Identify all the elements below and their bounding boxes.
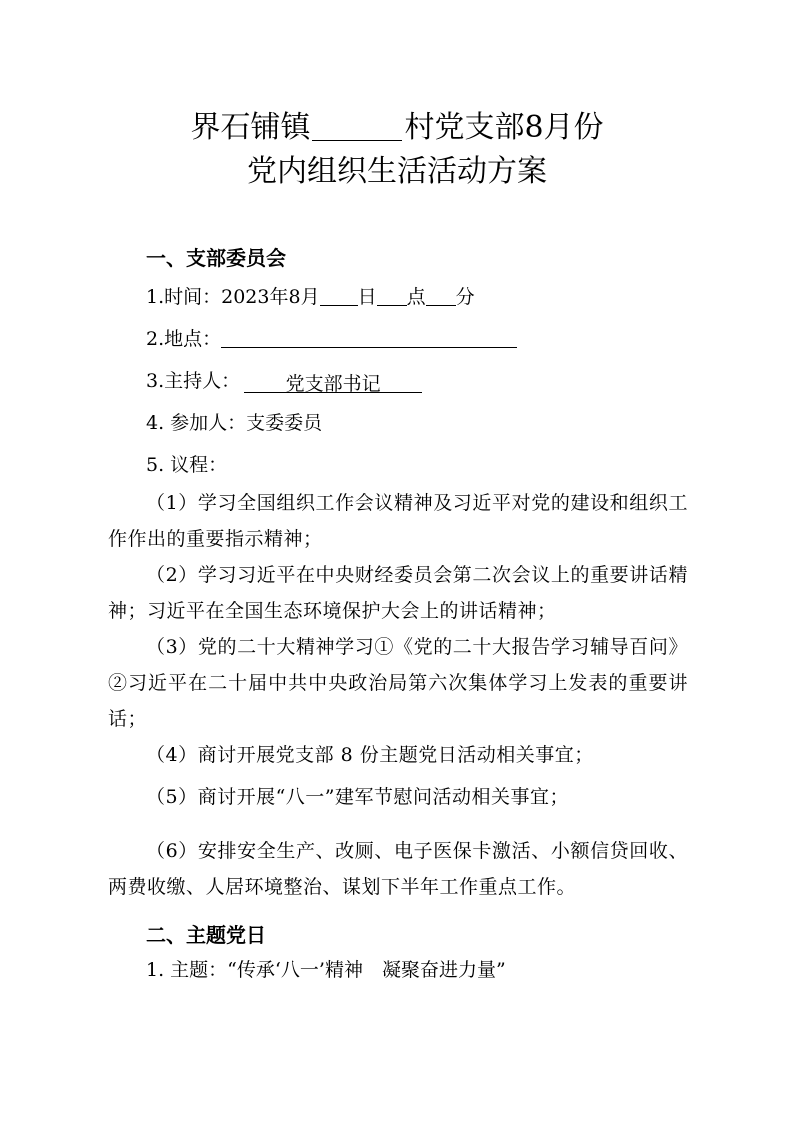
day-blank [320,283,358,306]
agenda-item-1: （1）学习全国组织工作会议精神及习近平对党的建设和组织工作作出的重要指示精神； [108,492,688,550]
day-unit: 日 [357,286,377,308]
minute-blank [426,283,456,306]
document-title-line1 [0,108,794,148]
host-label: 3.主持人： [146,370,241,392]
title-village-blank [312,110,402,141]
meeting-host [146,367,418,395]
party-day-theme: 1. 主题：“传承‘八一’精神 凝聚奋进力量” [146,959,506,981]
meeting-participants: 4. 参加人：支委委员 [146,412,323,434]
agenda-item-4: （4）商讨开展党支部 8 份主题党日活动相关事宜； [146,744,594,766]
place-label: 2.地点： [146,328,222,350]
agenda-label: 5. 议程： [146,454,228,476]
agenda-item-3: （3）党的二十大精神学习①《党的二十大报告学习辅导百问》②习近平在二十届中共中央政治局第六次集体学习上发表的重要讲话； [108,636,688,730]
agenda-item-6: （6）安排安全生产、改厕、电子医保卡激活、小额信贷回收、两费收缴、人居环境整治、谋划下半年工作重点工作。 [108,840,688,898]
section-heading-party-day: 二、主题党日 [146,923,266,947]
meeting-time [146,283,475,311]
hour-unit: 点 [406,286,426,308]
minute-unit: 分 [455,286,475,308]
time-label: 1.时间：2023年8月 [146,286,320,308]
agenda-item-5: （5）商讨开展“八一”建军节慰问活动相关事宜； [146,786,570,808]
place-blank [221,325,517,348]
section-heading-committee: 一、支部委员会 [146,246,286,270]
document-title-line2: 党内组织生活活动方案 [247,154,547,189]
title-branch: 村党支部8月份 [404,110,604,145]
host-value: 党支部书记 [244,370,422,393]
agenda-item-2: （2）学习习近平在中央财经委员会第二次会议上的重要讲话精神；习近平在全国生态环境保护大会上的讲话精神； [108,564,688,622]
hour-blank [377,283,407,306]
meeting-place [146,325,517,353]
title-town: 界石铺镇 [190,110,311,145]
